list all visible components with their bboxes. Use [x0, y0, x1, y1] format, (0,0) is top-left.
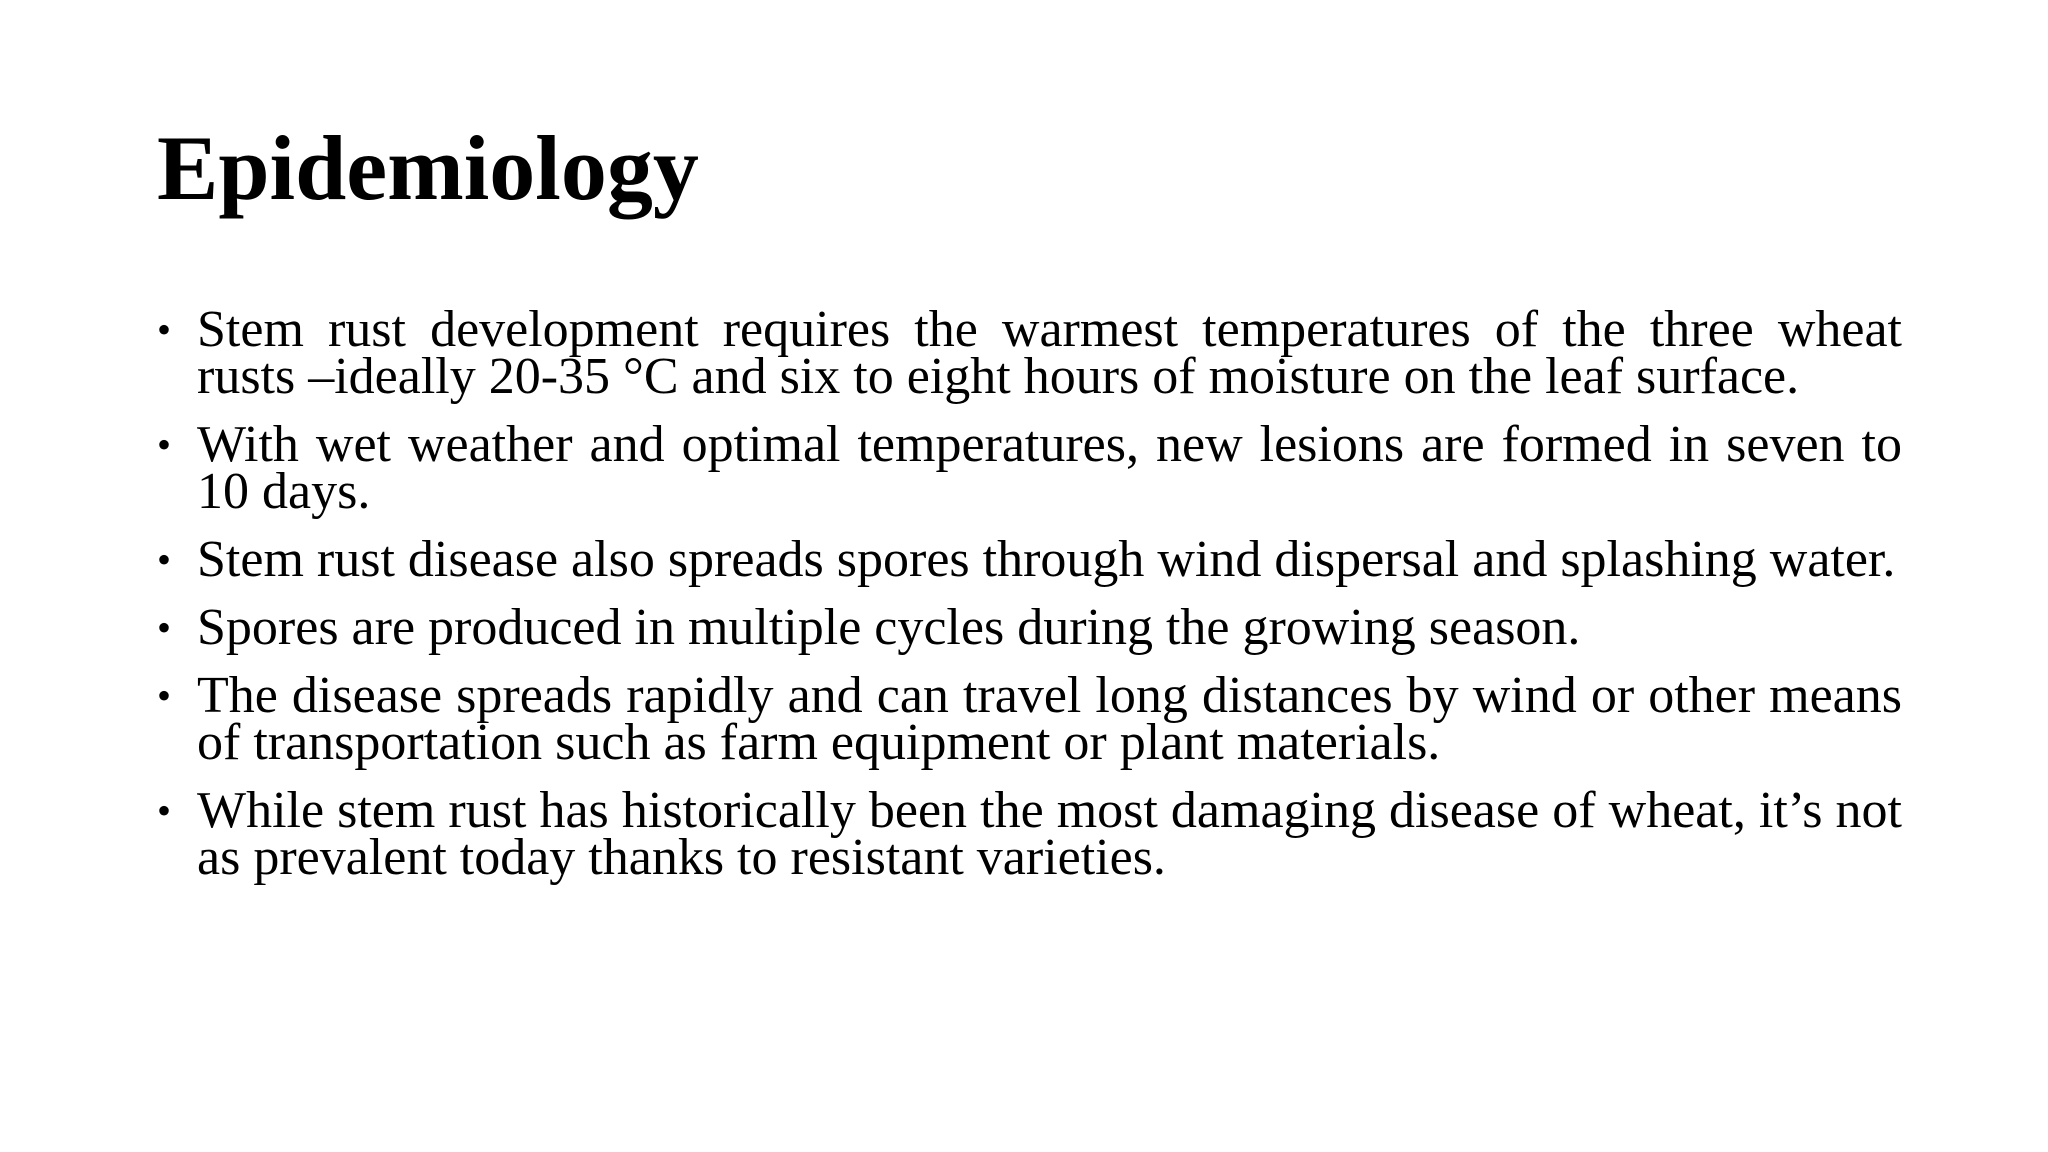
slide-title: Epidemiology	[157, 117, 699, 219]
bullet-item	[157, 531, 1902, 588]
bullet-text: Spores are produced in multiple cycles during the growing season.	[197, 599, 1581, 656]
bullet-item	[157, 301, 1902, 405]
bullet-icon: •	[157, 307, 172, 352]
bullet-item	[157, 599, 1902, 656]
bullet-text: Stem rust disease also spreads spores through wind dispersal and splashing water.	[197, 531, 1896, 588]
bullet-icon: •	[157, 673, 172, 718]
bullet-icon: •	[157, 605, 172, 650]
bullet-item	[157, 416, 1902, 520]
bullet-text: Stem rust development requires the warmest temperatures of the three wheat rusts –ideally 20-35 °C and six to eight hours of moisture on the leaf surface.	[197, 301, 1902, 405]
bullet-item	[157, 667, 1902, 771]
bullet-text: While stem rust has historically been the most damaging disease of wheat, it’s not as prevalent today thanks to resistant varieties.	[197, 782, 1902, 886]
bullet-item	[157, 782, 1902, 886]
bullet-text: With wet weather and optimal temperatures, new lesions are formed in seven to 10 days.	[197, 416, 1902, 520]
bullet-icon: •	[157, 788, 172, 833]
bullet-text: The disease spreads rapidly and can travel long distances by wind or other means of transportation such as farm equipment or plant materials.	[197, 667, 1902, 771]
bullet-icon: •	[157, 537, 172, 582]
bullet-icon: •	[157, 422, 172, 467]
bullet-list	[157, 301, 1902, 886]
